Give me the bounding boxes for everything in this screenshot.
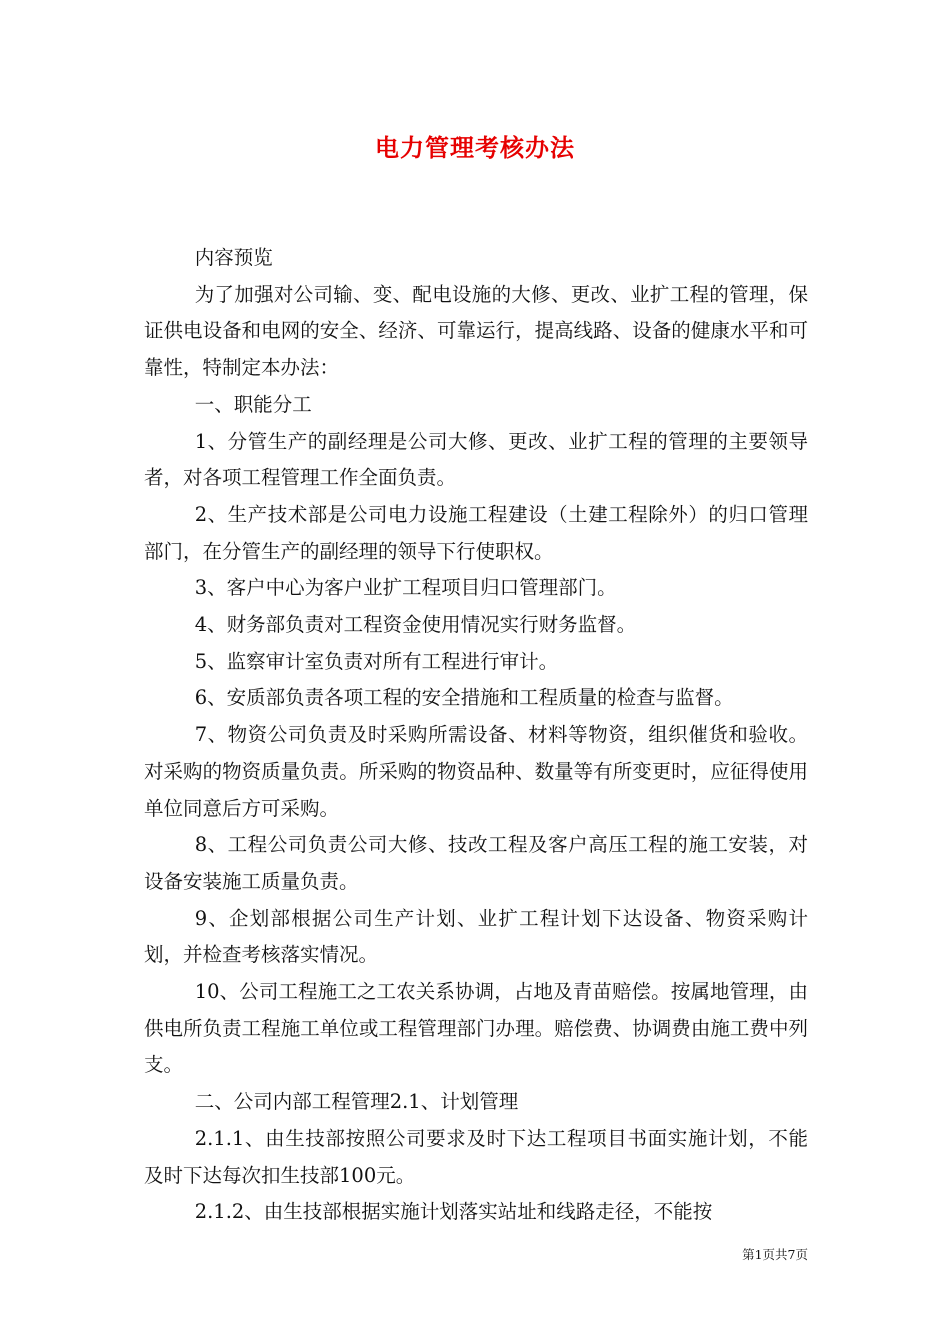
paragraph: 1、分管生产的副经理是公司大修、更改、业扩工程的管理的主要领导者，对各项工程管理工作全面负责。 [144,429,808,490]
document-title: 电力管理考核办法 [375,134,575,162]
page-number-footer: 第1页共7页 [742,1247,808,1262]
paragraph: 2.1.1、由生技部按照公司要求及时下达工程项目书面实施计划，不能及时下达每次扣生技部100元。 [144,1126,808,1187]
paragraph: 9、企划部根据公司生产计划、业扩工程计划下达设备、物资采购计划，并检查考核落实情况。 [144,906,808,967]
paragraph: 10、公司工程施工之工农关系协调，占地及青苗赔偿。按属地管理，由供电所负责工程施工单位或工程管理部门办理。赔偿费、协调费由施工费中列支。 [144,980,808,1077]
paragraph-preview-label: 内容预览 [194,246,273,269]
paragraph: 8、工程公司负责公司大修、技改工程及客户高压工程的施工安装，对设备安装施工质量负责。 [144,833,808,893]
section-heading: 一、职能分工 [194,392,312,416]
paragraph: 7、物资公司负责及时采购所需设备、材料等物资，组织催货和验收。对采购的物资质量负责。所采购的物资品种、数量等有所变更时，应征得使用单位同意后方可采购。 [144,723,808,820]
paragraph: 2、生产技术部是公司电力设施工程建设（土建工程除外）的归口管理部门，在分管生产的副经理的领导下行使职权。 [144,502,808,563]
document-body [144,240,808,1231]
section-heading: 二、公司内部工程管理2.1、计划管理 [194,1090,519,1114]
paragraph: 6、安质部负责各项工程的安全措施和工程质量的检查与监督。 [194,686,734,710]
paragraph: 4、财务部负责对工程资金使用情况实行财务监督。 [194,613,637,637]
paragraph: 为了加强对公司输、变、配电设施的大修、更改、业扩工程的管理，保证供电设备和电网的安全、经济、可靠运行，提高线路、设备的健康水平和可靠性，特制定本办法： [144,282,808,380]
paragraph: 2.1.2、由生技部根据实施计划落实站址和线路走径，不能按 [194,1200,713,1224]
paragraph: 5、监察审计室负责对所有工程进行审计。 [194,649,559,673]
paragraph: 3、客户中心为客户业扩工程项目归口管理部门。 [194,576,617,600]
